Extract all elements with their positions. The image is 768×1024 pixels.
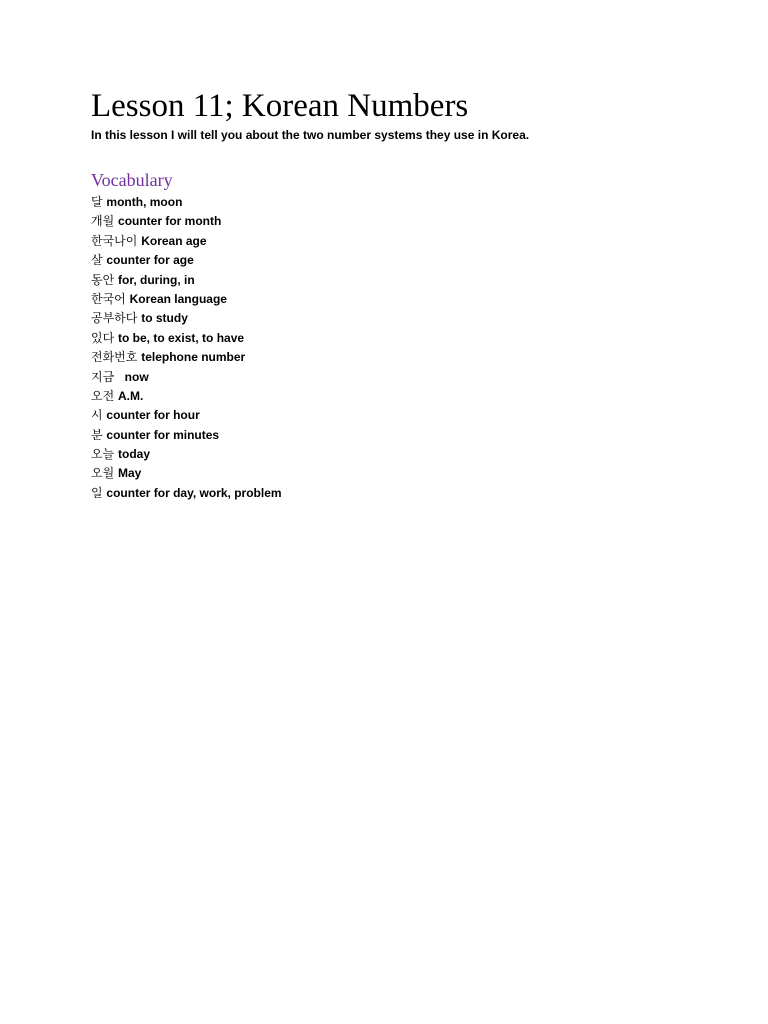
vocab-english-meaning: counter for age xyxy=(106,253,194,268)
vocab-korean-term: 시 xyxy=(91,408,103,423)
vocab-item xyxy=(91,290,711,309)
vocab-korean-term: 전화번호 xyxy=(91,350,138,365)
vocab-english-meaning: May xyxy=(118,466,142,481)
vocabulary-list xyxy=(91,193,711,503)
vocab-item xyxy=(91,387,711,406)
vocab-english-meaning: counter for day, work, problem xyxy=(106,485,282,500)
vocab-item xyxy=(91,445,711,464)
vocab-item xyxy=(91,329,711,348)
vocab-korean-term: 있다 xyxy=(91,330,115,345)
vocab-korean-term: 개월 xyxy=(91,214,115,229)
intro-paragraph: In this lesson I will tell you about the two number systems they use in Korea. xyxy=(91,128,530,142)
vocab-item xyxy=(91,348,711,367)
document-page xyxy=(91,86,711,503)
vocab-korean-term: 오전 xyxy=(91,388,115,403)
vocab-english-meaning: month, moon xyxy=(106,195,183,209)
vocab-english-meaning: to study xyxy=(141,311,188,326)
vocab-item xyxy=(91,309,711,328)
vocab-korean-term: 공부하다 xyxy=(91,311,138,326)
vocab-item xyxy=(91,406,711,425)
vocab-item xyxy=(91,271,711,290)
page-title: Lesson 11; Korean Numbers xyxy=(91,88,469,124)
vocabulary-heading: Vocabulary xyxy=(91,170,173,190)
vocab-korean-term: 한국나이 xyxy=(91,233,138,248)
vocab-korean-term: 분 xyxy=(91,427,103,442)
vocab-item xyxy=(91,484,711,503)
vocab-item xyxy=(91,251,711,270)
vocab-item xyxy=(91,426,711,445)
vocab-english-meaning: today xyxy=(118,447,151,462)
vocab-korean-term: 살 xyxy=(91,253,103,268)
vocab-english-meaning: Korean age xyxy=(141,233,207,248)
vocab-korean-term: 오월 xyxy=(91,466,115,481)
vocab-korean-term: 한국어 xyxy=(91,291,126,306)
vocab-korean-term: 달 xyxy=(91,195,103,209)
vocab-english-meaning: counter for hour xyxy=(106,408,200,423)
vocab-english-meaning: for, during, in xyxy=(118,272,195,287)
vocab-english-meaning: telephone number xyxy=(141,350,246,365)
vocab-item xyxy=(91,232,711,251)
vocab-english-meaning: counter for minutes xyxy=(106,427,220,442)
vocab-item xyxy=(91,464,711,483)
vocab-item xyxy=(91,193,711,212)
vocab-item xyxy=(91,368,711,387)
vocab-english-meaning: A.M. xyxy=(118,388,144,403)
vocab-english-meaning: Korean language xyxy=(129,291,227,306)
vocab-korean-term: 오늘 xyxy=(91,447,115,462)
vocab-item xyxy=(91,212,711,231)
vocab-english-meaning: counter for month xyxy=(118,214,222,229)
vocab-korean-term: 동안 xyxy=(91,272,115,287)
vocab-korean-term: 지금 xyxy=(91,369,115,384)
vocab-english-meaning: to be, to exist, to have xyxy=(118,330,245,345)
vocab-korean-term: 일 xyxy=(91,485,103,500)
vocab-english-meaning: now xyxy=(118,369,149,384)
